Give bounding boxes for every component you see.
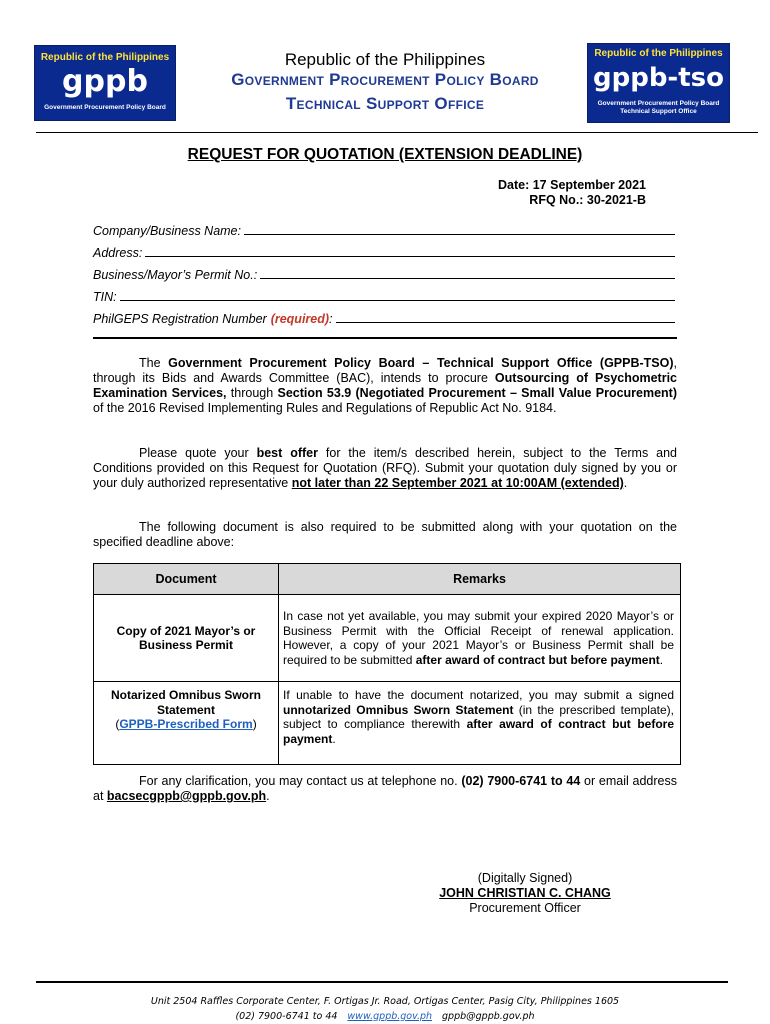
remarks-cell (279, 595, 681, 682)
date-line: Date: 17 September 2021 (498, 178, 646, 192)
rfq-number: RFQ No.: 30-2021-B (529, 193, 646, 207)
footer-website-link[interactable]: www.gppb.gov.ph (347, 1011, 433, 1022)
procurement-item: Outsourcing of Psychometric Examination Services, (93, 371, 678, 400)
fill-line (244, 234, 675, 235)
column-header-document: Document (94, 564, 279, 595)
footer-email[interactable]: gppb@gppb.gov.ph (442, 1011, 535, 1022)
logo-bottom-text: Government Procurement Policy Board (597, 100, 720, 107)
column-header-remarks: Remarks (279, 564, 681, 595)
colon: : (329, 312, 333, 326)
page-title: REQUEST FOR QUOTATION (EXTENSION DEADLINE) (187, 146, 583, 163)
fill-line (336, 322, 675, 323)
text: For any clarification, you may contact us at telephone no. (139, 774, 462, 788)
section-divider (93, 337, 677, 339)
gppb-tso-logo (587, 43, 730, 123)
table-row (94, 682, 681, 765)
date-block (498, 178, 646, 208)
requirements-table (93, 563, 681, 765)
agency-name: Government Procurement Policy Board – Technical Support Office (GPPB-TSO) (168, 356, 674, 370)
header-country: Republic of the Philippines (284, 50, 486, 69)
text: , through its Bids and Awards Committee (BAC), intends to procure (93, 356, 677, 385)
address-label: Address: (93, 246, 143, 260)
email-link[interactable]: bacsecgppb@gppb.gov.ph (106, 789, 267, 803)
footer-divider (36, 981, 728, 983)
prescribed-form-link[interactable]: GPPB-Prescribed Form (119, 717, 253, 731)
text: . (266, 789, 270, 803)
text: Notarized Omnibus Sworn Statement (110, 688, 261, 717)
text: through (226, 386, 278, 400)
document-cell (94, 682, 279, 765)
philgeps-label: PhilGEPS Registration Number (93, 312, 267, 326)
address-field[interactable] (93, 244, 675, 260)
footer-phone: (02) 7900-6741 to 44 (235, 1011, 338, 1022)
text: of the 2016 Revised Implementing Rules and Regulations of Republic Act No. 9184. (93, 401, 557, 415)
text: (in the prescribed template), subject to compliance therewith (283, 702, 674, 731)
logo-top-text: Republic of the Philippines (594, 48, 723, 59)
company-name-label: Company/Business Name: (93, 224, 241, 238)
company-name-field[interactable] (93, 222, 675, 238)
tin-field[interactable] (93, 288, 675, 304)
text: The (139, 356, 169, 370)
permit-number-field[interactable] (93, 266, 675, 282)
instructions-paragraph (93, 446, 677, 491)
text: . (623, 476, 628, 490)
table-row (94, 595, 681, 682)
text: . (659, 652, 664, 667)
table-header-row (94, 564, 681, 595)
logo-bottom-text: Government Procurement Policy Board (44, 104, 166, 111)
fill-line (145, 256, 675, 257)
requirements-paragraph: The following document is also required to be submitted along with your quotation on the specified deadline above: (93, 520, 677, 549)
fill-line (120, 300, 675, 301)
phone-number: (02) 7900-6741 to 44 (461, 774, 581, 788)
intro-paragraph (93, 356, 677, 416)
text: Please quote your (139, 446, 257, 460)
digital-signature-note: (Digitally Signed) (477, 871, 573, 885)
header-agency: Government Procurement Policy Board (231, 70, 539, 89)
fill-line (260, 278, 675, 279)
text: ( (115, 717, 120, 731)
logo-top-text: Republic of the Philippines (40, 52, 170, 63)
emphasis: unnotarized Omnibus Sworn Statement (283, 702, 514, 717)
emphasis: after award of contract but before payment (415, 652, 660, 667)
header-office: Technical Support Office (285, 94, 485, 113)
footer-contacts (0, 1011, 770, 1022)
signatory-name: JOHN CHRISTIAN C. CHANG (439, 886, 611, 900)
gppb-logo (34, 45, 176, 121)
tin-label: TIN: (93, 290, 117, 304)
header-divider (36, 132, 758, 133)
text: If unable to have the document notarized, you may submit a signed (283, 688, 674, 702)
deadline: not later than 22 September 2021 at 10:00AM (extended) (291, 476, 624, 490)
text: In case not yet available, you may submit your expired 2020 Mayor’s or Business Permit with the Official Receipt of renewal application. However, a copy of your 2021 Mayor’s or Business Permit shall be required to be submitted (283, 609, 674, 667)
signatory-position: Procurement Officer (469, 901, 581, 915)
emphasis: best offer (256, 446, 318, 460)
procurement-mode: Section 53.9 (Negotiated Procurement – Small Value Procurement) (277, 386, 678, 400)
document-cell: Copy of 2021 Mayor’s or Business Permit (94, 595, 279, 682)
permit-number-label: Business/Mayor’s Permit No.: (93, 268, 258, 282)
signature-block (400, 871, 650, 916)
remarks-cell (279, 682, 681, 765)
philgeps-field[interactable] (93, 310, 675, 326)
footer-address: Unit 2504 Raffles Corporate Center, F. Ortigas Jr. Road, Ortigas Center, Pasig City, Philippines 1605 (150, 996, 620, 1007)
text: or email address at (93, 774, 677, 803)
text: . (332, 731, 336, 746)
emphasis: after award of contract but before payment (283, 717, 674, 746)
contact-paragraph (93, 774, 677, 804)
required-marker: (required) (270, 312, 330, 326)
text: for the item/s described herein, subject to the Terms and Conditions provided on this Request for Quotation (RFQ). Submit your quotation duly signed by you or your duly authorized representative (93, 446, 678, 490)
logo-mark: gppb (62, 64, 148, 99)
text: ) (252, 717, 257, 731)
logo-bottom-text-2: Technical Support Office (620, 108, 697, 115)
logo-mark: gppb-tso (592, 63, 724, 93)
